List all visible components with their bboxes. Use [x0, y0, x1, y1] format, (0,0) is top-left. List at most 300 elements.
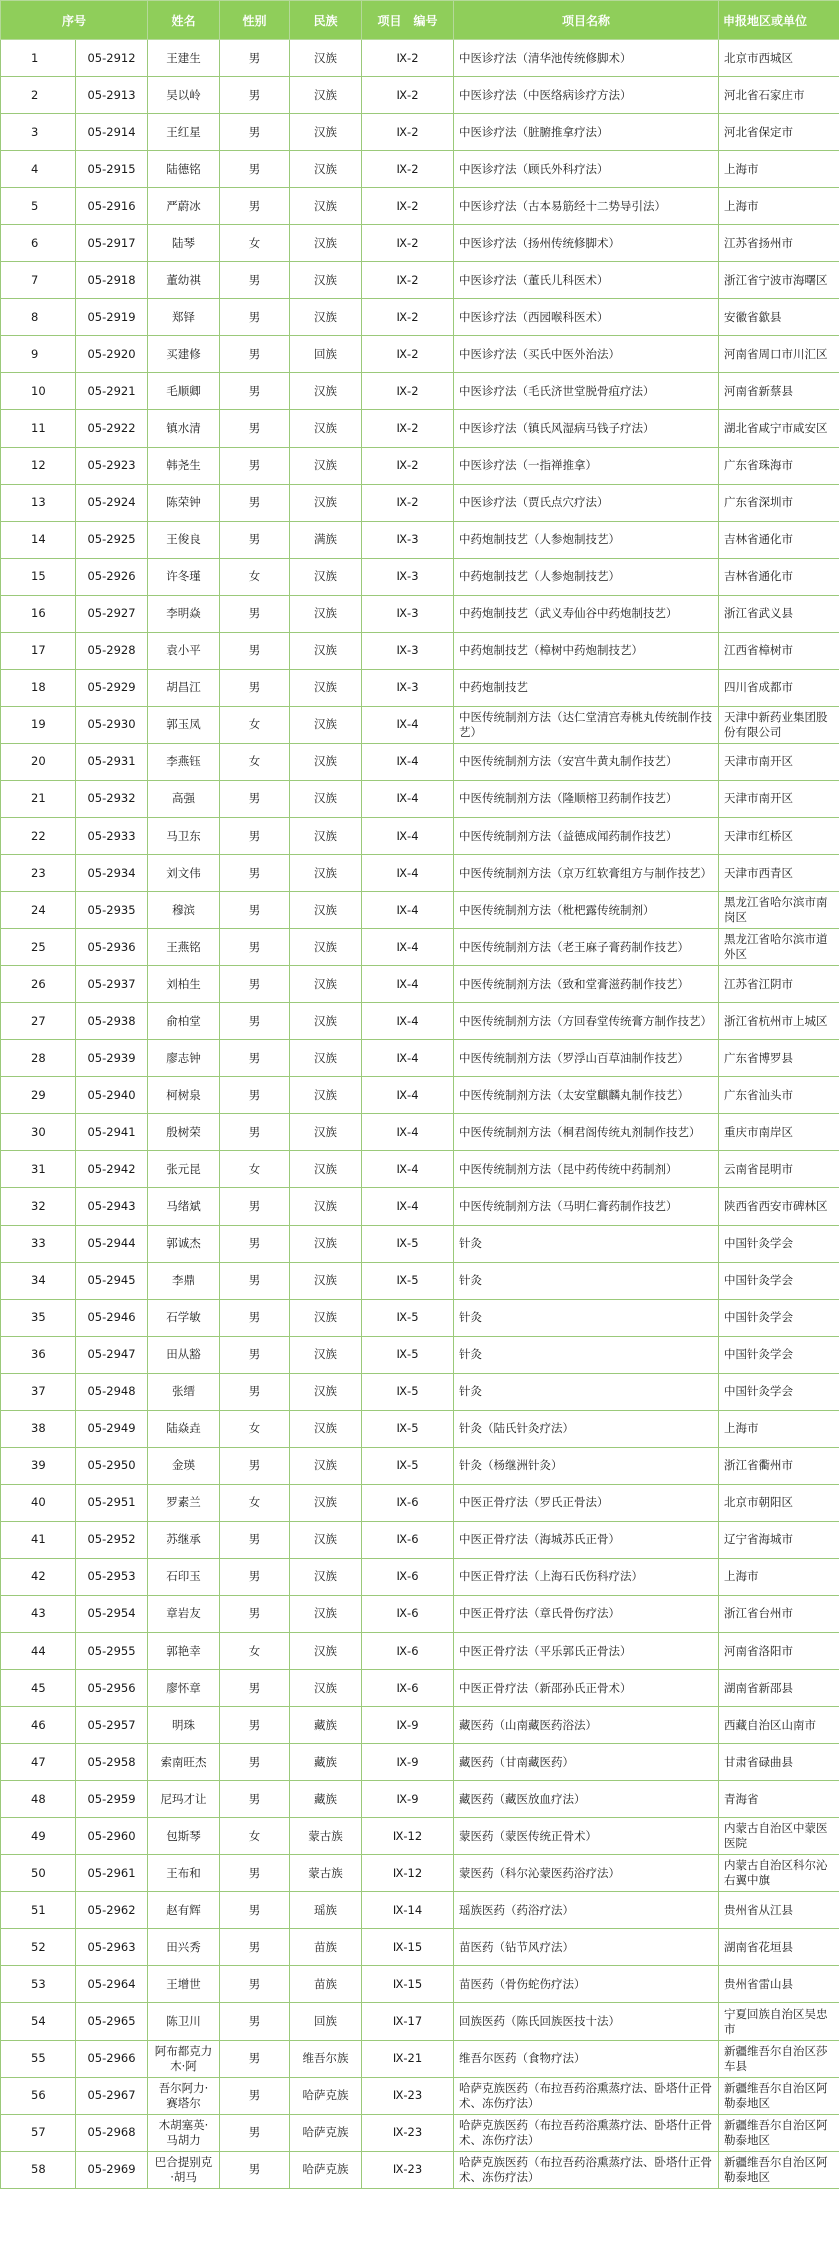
- cell-ethnicity: 蒙古族: [290, 1818, 362, 1855]
- cell-name: 阿布都克力木·阿: [148, 2040, 220, 2077]
- cell-number: 05-2933: [76, 817, 148, 854]
- cell-index: 3: [1, 114, 76, 151]
- cell-ethnicity: 汉族: [290, 447, 362, 484]
- cell-project-code: Ⅸ-5: [362, 1225, 454, 1262]
- cell-number: 05-2954: [76, 1595, 148, 1632]
- cell-project-name: 中医传统制剂方法（罗浮山百草油制作技艺）: [454, 1040, 719, 1077]
- cell-number: 05-2936: [76, 929, 148, 966]
- cell-ethnicity: 汉族: [290, 706, 362, 743]
- cell-region: 广东省博罗县: [719, 1040, 839, 1077]
- cell-index: 53: [1, 1966, 76, 2003]
- cell-project-name: 中医诊疗法（贾氏点穴疗法）: [454, 484, 719, 521]
- cell-gender: 男: [220, 114, 290, 151]
- cell-project-code: Ⅸ-2: [362, 262, 454, 299]
- cell-region: 黑龙江省哈尔滨市南岗区: [719, 892, 839, 929]
- cell-ethnicity: 汉族: [290, 1447, 362, 1484]
- cell-region: 中国针灸学会: [719, 1262, 839, 1299]
- cell-ethnicity: 汉族: [290, 151, 362, 188]
- cell-ethnicity: 汉族: [290, 929, 362, 966]
- table-row: [1, 114, 839, 151]
- table-row: [1, 188, 839, 225]
- cell-ethnicity: 汉族: [290, 1670, 362, 1707]
- cell-name: 张缙: [148, 1373, 220, 1410]
- cell-region: 湖南省花垣县: [719, 1929, 839, 1966]
- table-row: [1, 855, 839, 892]
- cell-gender: 男: [220, 1558, 290, 1595]
- cell-project-name: 中医诊疗法（古本易筋经十二势导引法）: [454, 188, 719, 225]
- cell-ethnicity: 汉族: [290, 632, 362, 669]
- cell-name: 郭玉凤: [148, 706, 220, 743]
- cell-number: 05-2944: [76, 1225, 148, 1262]
- cell-project-code: Ⅸ-2: [362, 484, 454, 521]
- cell-project-name: 针灸: [454, 1225, 719, 1262]
- cell-project-code: Ⅸ-6: [362, 1558, 454, 1595]
- cell-gender: 女: [220, 1484, 290, 1521]
- table-row: [1, 1929, 839, 1966]
- cell-project-code: Ⅸ-4: [362, 1188, 454, 1225]
- cell-number: 05-2912: [76, 40, 148, 77]
- cell-number: 05-2931: [76, 743, 148, 780]
- cell-ethnicity: 汉族: [290, 373, 362, 410]
- cell-name: 胡昌江: [148, 669, 220, 706]
- cell-name: 田从豁: [148, 1336, 220, 1373]
- cell-region: 河北省石家庄市: [719, 77, 839, 114]
- cell-project-name: 针灸（杨继洲针灸）: [454, 1447, 719, 1484]
- cell-number: 05-2934: [76, 855, 148, 892]
- cell-project-code: Ⅸ-6: [362, 1521, 454, 1558]
- cell-project-code: Ⅸ-3: [362, 595, 454, 632]
- cell-ethnicity: 哈萨克族: [290, 2114, 362, 2151]
- cell-ethnicity: 汉族: [290, 855, 362, 892]
- cell-project-code: Ⅸ-4: [362, 1151, 454, 1188]
- table-row: [1, 1151, 839, 1188]
- cell-number: 05-2958: [76, 1744, 148, 1781]
- cell-ethnicity: 汉族: [290, 225, 362, 262]
- cell-project-name: 中医传统制剂方法（枇杷露传统制剂）: [454, 892, 719, 929]
- cell-region: 云南省昆明市: [719, 1151, 839, 1188]
- cell-project-name: 藏医药（藏医放血疗法）: [454, 1781, 719, 1818]
- cell-name: 尼玛才让: [148, 1781, 220, 1818]
- cell-region: 吉林省通化市: [719, 558, 839, 595]
- cell-number: 05-2926: [76, 558, 148, 595]
- cell-index: 24: [1, 892, 76, 929]
- cell-ethnicity: 汉族: [290, 743, 362, 780]
- cell-number: 05-2917: [76, 225, 148, 262]
- cell-name: 高强: [148, 780, 220, 817]
- cell-gender: 男: [220, 1447, 290, 1484]
- cell-gender: 女: [220, 558, 290, 595]
- table-row: [1, 1744, 839, 1781]
- table-row: [1, 1077, 839, 1114]
- cell-number: 05-2918: [76, 262, 148, 299]
- cell-index: 30: [1, 1114, 76, 1151]
- cell-project-code: Ⅸ-2: [362, 151, 454, 188]
- table-row: [1, 262, 839, 299]
- cell-project-name: 中医诊疗法（脏腑推拿疗法）: [454, 114, 719, 151]
- cell-gender: 男: [220, 669, 290, 706]
- cell-index: 26: [1, 966, 76, 1003]
- cell-region: 河北省保定市: [719, 114, 839, 151]
- cell-gender: 男: [220, 1521, 290, 1558]
- cell-index: 17: [1, 632, 76, 669]
- cell-project-name: 蒙医药（蒙医传统正骨术）: [454, 1818, 719, 1855]
- cell-project-code: Ⅸ-2: [362, 188, 454, 225]
- cell-project-code: Ⅸ-2: [362, 225, 454, 262]
- cell-name: 郭诚杰: [148, 1225, 220, 1262]
- table-row: [1, 2114, 839, 2151]
- cell-region: 新疆维吾尔自治区阿勒泰地区: [719, 2077, 839, 2114]
- cell-number: 05-2929: [76, 669, 148, 706]
- cell-gender: 男: [220, 2114, 290, 2151]
- cell-number: 05-2962: [76, 1892, 148, 1929]
- cell-gender: 男: [220, 855, 290, 892]
- cell-project-name: 蒙医药（科尔沁蒙医药浴疗法）: [454, 1855, 719, 1892]
- cell-project-code: Ⅸ-2: [362, 373, 454, 410]
- cell-project-code: Ⅸ-3: [362, 669, 454, 706]
- cell-name: 刘柏生: [148, 966, 220, 1003]
- table-row: [1, 1558, 839, 1595]
- cell-name: 毛顺卿: [148, 373, 220, 410]
- cell-index: 39: [1, 1447, 76, 1484]
- cell-ethnicity: 汉族: [290, 1114, 362, 1151]
- cell-project-name: 中医诊疗法（顾氏外科疗法）: [454, 151, 719, 188]
- cell-region: 青海省: [719, 1781, 839, 1818]
- cell-index: 25: [1, 929, 76, 966]
- cell-ethnicity: 哈萨克族: [290, 2077, 362, 2114]
- cell-ethnicity: 汉族: [290, 299, 362, 336]
- cell-number: 05-2935: [76, 892, 148, 929]
- cell-region: 陕西省西安市碑林区: [719, 1188, 839, 1225]
- cell-index: 50: [1, 1855, 76, 1892]
- cell-gender: 男: [220, 1744, 290, 1781]
- cell-gender: 男: [220, 1299, 290, 1336]
- cell-region: 天津中新药业集团股份有限公司: [719, 706, 839, 743]
- cell-index: 58: [1, 2151, 76, 2188]
- cell-gender: 女: [220, 1633, 290, 1670]
- cell-project-code: Ⅸ-4: [362, 1114, 454, 1151]
- cell-name: 石学敏: [148, 1299, 220, 1336]
- table-row: [1, 817, 839, 854]
- cell-region: 上海市: [719, 151, 839, 188]
- table-row: [1, 410, 839, 447]
- cell-project-name: 针灸: [454, 1373, 719, 1410]
- cell-number: 05-2928: [76, 632, 148, 669]
- cell-name: 郭艳幸: [148, 1633, 220, 1670]
- cell-region: 浙江省武义县: [719, 595, 839, 632]
- header-ethnicity: 民族: [290, 1, 362, 40]
- table-row: [1, 2040, 839, 2077]
- cell-project-name: 中药炮制技艺（樟树中药炮制技艺）: [454, 632, 719, 669]
- cell-ethnicity: 蒙古族: [290, 1855, 362, 1892]
- cell-ethnicity: 汉族: [290, 1521, 362, 1558]
- cell-project-name: 针灸: [454, 1299, 719, 1336]
- cell-region: 北京市西城区: [719, 40, 839, 77]
- cell-index: 37: [1, 1373, 76, 1410]
- cell-name: 王红星: [148, 114, 220, 151]
- cell-project-name: 中医诊疗法（清华池传统修脚术）: [454, 40, 719, 77]
- cell-ethnicity: 瑶族: [290, 1892, 362, 1929]
- table-row: [1, 2003, 839, 2040]
- table-row: [1, 632, 839, 669]
- cell-index: 9: [1, 336, 76, 373]
- table-row: [1, 373, 839, 410]
- table-row: [1, 966, 839, 1003]
- cell-index: 28: [1, 1040, 76, 1077]
- cell-index: 35: [1, 1299, 76, 1336]
- cell-region: 上海市: [719, 1558, 839, 1595]
- table-row: [1, 1336, 839, 1373]
- cell-gender: 男: [220, 2040, 290, 2077]
- cell-project-code: Ⅸ-4: [362, 743, 454, 780]
- cell-project-name: 中药炮制技艺（武义寿仙谷中药炮制技艺）: [454, 595, 719, 632]
- cell-index: 46: [1, 1707, 76, 1744]
- cell-number: 05-2920: [76, 336, 148, 373]
- cell-index: 21: [1, 780, 76, 817]
- cell-gender: 女: [220, 1818, 290, 1855]
- cell-name: 金瑛: [148, 1447, 220, 1484]
- cell-ethnicity: 汉族: [290, 780, 362, 817]
- cell-index: 36: [1, 1336, 76, 1373]
- table-row: [1, 929, 839, 966]
- cell-gender: 男: [220, 1262, 290, 1299]
- cell-gender: 男: [220, 151, 290, 188]
- cell-name: 田兴秀: [148, 1929, 220, 1966]
- cell-region: 河南省洛阳市: [719, 1633, 839, 1670]
- cell-index: 10: [1, 373, 76, 410]
- cell-name: 李燕钰: [148, 743, 220, 780]
- table-row: [1, 1892, 839, 1929]
- cell-gender: 男: [220, 1670, 290, 1707]
- cell-region: 贵州省从江县: [719, 1892, 839, 1929]
- table-row: [1, 40, 839, 77]
- cell-region: 中国针灸学会: [719, 1299, 839, 1336]
- cell-name: 镇水清: [148, 410, 220, 447]
- cell-name: 吴以岭: [148, 77, 220, 114]
- cell-project-code: Ⅸ-6: [362, 1484, 454, 1521]
- cell-project-name: 中医传统制剂方法（安宫牛黄丸制作技艺）: [454, 743, 719, 780]
- cell-project-name: 中医正骨疗法（罗氏正骨法）: [454, 1484, 719, 1521]
- cell-gender: 男: [220, 966, 290, 1003]
- table-row: [1, 558, 839, 595]
- cell-ethnicity: 藏族: [290, 1707, 362, 1744]
- cell-project-code: Ⅸ-9: [362, 1781, 454, 1818]
- cell-region: 中国针灸学会: [719, 1225, 839, 1262]
- cell-ethnicity: 汉族: [290, 262, 362, 299]
- cell-project-code: Ⅸ-9: [362, 1707, 454, 1744]
- cell-ethnicity: 汉族: [290, 966, 362, 1003]
- table-row: [1, 447, 839, 484]
- cell-ethnicity: 汉族: [290, 669, 362, 706]
- cell-number: 05-2939: [76, 1040, 148, 1077]
- cell-ethnicity: 维吾尔族: [290, 2040, 362, 2077]
- cell-index: 14: [1, 521, 76, 558]
- cell-region: 新疆维吾尔自治区阿勒泰地区: [719, 2114, 839, 2151]
- cell-name: 刘文伟: [148, 855, 220, 892]
- cell-ethnicity: 汉族: [290, 410, 362, 447]
- table-row: [1, 1670, 839, 1707]
- cell-gender: 男: [220, 632, 290, 669]
- cell-project-name: 针灸: [454, 1336, 719, 1373]
- cell-region: 广东省珠海市: [719, 447, 839, 484]
- table-row: [1, 77, 839, 114]
- cell-region: 安徽省歙县: [719, 299, 839, 336]
- table-row: [1, 1040, 839, 1077]
- cell-project-code: Ⅸ-4: [362, 1003, 454, 1040]
- cell-gender: 男: [220, 595, 290, 632]
- cell-project-code: Ⅸ-12: [362, 1855, 454, 1892]
- cell-project-name: 中医传统制剂方法（昆中药传统中药制剂）: [454, 1151, 719, 1188]
- cell-index: 20: [1, 743, 76, 780]
- cell-index: 22: [1, 817, 76, 854]
- cell-index: 16: [1, 595, 76, 632]
- cell-project-code: Ⅸ-3: [362, 632, 454, 669]
- cell-number: 05-2956: [76, 1670, 148, 1707]
- cell-project-name: 维吾尔医药（食物疗法）: [454, 2040, 719, 2077]
- cell-project-code: Ⅸ-4: [362, 1040, 454, 1077]
- cell-gender: 男: [220, 2003, 290, 2040]
- cell-name: 石印玉: [148, 1558, 220, 1595]
- cell-project-code: Ⅸ-2: [362, 410, 454, 447]
- cell-ethnicity: 汉族: [290, 1151, 362, 1188]
- table-row: [1, 1003, 839, 1040]
- cell-index: 33: [1, 1225, 76, 1262]
- table-row: [1, 595, 839, 632]
- table-row: [1, 706, 839, 743]
- cell-project-name: 中药炮制技艺（人参炮制技艺）: [454, 558, 719, 595]
- cell-name: 李明焱: [148, 595, 220, 632]
- cell-name: 李鼎: [148, 1262, 220, 1299]
- cell-project-code: Ⅸ-21: [362, 2040, 454, 2077]
- cell-index: 27: [1, 1003, 76, 1040]
- cell-name: 严蔚冰: [148, 188, 220, 225]
- cell-index: 44: [1, 1633, 76, 1670]
- cell-project-name: 中医诊疗法（一指禅推拿）: [454, 447, 719, 484]
- cell-region: 天津市南开区: [719, 780, 839, 817]
- header-project-code: 项目 编号: [362, 1, 454, 40]
- cell-number: 05-2924: [76, 484, 148, 521]
- cell-project-name: 中医诊疗法（西园喉科医术）: [454, 299, 719, 336]
- cell-region: 甘肃省碌曲县: [719, 1744, 839, 1781]
- cell-gender: 男: [220, 1040, 290, 1077]
- cell-project-name: 中医正骨疗法（章氏骨伤疗法）: [454, 1595, 719, 1632]
- cell-project-code: Ⅸ-4: [362, 966, 454, 1003]
- cell-number: 05-2948: [76, 1373, 148, 1410]
- cell-name: 赵有辉: [148, 1892, 220, 1929]
- table-row: [1, 1299, 839, 1336]
- cell-region: 天津市红桥区: [719, 817, 839, 854]
- cell-gender: 女: [220, 225, 290, 262]
- cell-index: 56: [1, 2077, 76, 2114]
- table-row: [1, 1188, 839, 1225]
- cell-name: 巴合提别克·胡马: [148, 2151, 220, 2188]
- cell-gender: 男: [220, 892, 290, 929]
- cell-region: 天津市南开区: [719, 743, 839, 780]
- cell-gender: 男: [220, 484, 290, 521]
- cell-project-code: Ⅸ-2: [362, 114, 454, 151]
- cell-index: 42: [1, 1558, 76, 1595]
- cell-gender: 男: [220, 1595, 290, 1632]
- header-serial: 序号: [1, 1, 148, 40]
- cell-project-code: Ⅸ-5: [362, 1336, 454, 1373]
- cell-name: 陆琴: [148, 225, 220, 262]
- cell-index: 31: [1, 1151, 76, 1188]
- table-row: [1, 2077, 839, 2114]
- cell-number: 05-2938: [76, 1003, 148, 1040]
- cell-ethnicity: 汉族: [290, 1003, 362, 1040]
- cell-name: 索南旺杰: [148, 1744, 220, 1781]
- cell-ethnicity: 满族: [290, 521, 362, 558]
- cell-name: 包斯琴: [148, 1818, 220, 1855]
- cell-index: 32: [1, 1188, 76, 1225]
- cell-name: 袁小平: [148, 632, 220, 669]
- cell-number: 05-2943: [76, 1188, 148, 1225]
- cell-project-name: 哈萨克族医药（布拉吾药浴熏蒸疗法、卧塔什正骨术、冻伤疗法）: [454, 2114, 719, 2151]
- table-row: [1, 484, 839, 521]
- cell-project-code: Ⅸ-2: [362, 299, 454, 336]
- cell-number: 05-2947: [76, 1336, 148, 1373]
- cell-region: 宁夏回族自治区吴忠市: [719, 2003, 839, 2040]
- table-row: [1, 1373, 839, 1410]
- cell-gender: 男: [220, 1188, 290, 1225]
- cell-gender: 男: [220, 780, 290, 817]
- cell-number: 05-2966: [76, 2040, 148, 2077]
- cell-project-code: Ⅸ-4: [362, 780, 454, 817]
- cell-project-name: 中药炮制技艺: [454, 669, 719, 706]
- cell-gender: 男: [220, 1003, 290, 1040]
- cell-region: 中国针灸学会: [719, 1336, 839, 1373]
- cell-name: 王建生: [148, 40, 220, 77]
- table-row: [1, 1781, 839, 1818]
- cell-gender: 男: [220, 373, 290, 410]
- cell-name: 廖怀章: [148, 1670, 220, 1707]
- cell-project-code: Ⅸ-5: [362, 1373, 454, 1410]
- cell-gender: 男: [220, 447, 290, 484]
- cell-project-name: 中医诊疗法（买氏中医外治法）: [454, 336, 719, 373]
- cell-ethnicity: 汉族: [290, 1558, 362, 1595]
- cell-name: 明珠: [148, 1707, 220, 1744]
- cell-project-code: Ⅸ-17: [362, 2003, 454, 2040]
- table-body: [1, 40, 839, 2189]
- cell-region: 上海市: [719, 188, 839, 225]
- cell-gender: 男: [220, 1114, 290, 1151]
- cell-number: 05-2957: [76, 1707, 148, 1744]
- cell-number: 05-2951: [76, 1484, 148, 1521]
- cell-number: 05-2959: [76, 1781, 148, 1818]
- table-row: [1, 2151, 839, 2188]
- cell-gender: 男: [220, 1929, 290, 1966]
- cell-name: 许冬瑾: [148, 558, 220, 595]
- table-row: [1, 1855, 839, 1892]
- cell-gender: 男: [220, 1373, 290, 1410]
- cell-region: 浙江省衢州市: [719, 1447, 839, 1484]
- table-row: [1, 225, 839, 262]
- cell-project-code: Ⅸ-6: [362, 1670, 454, 1707]
- cell-ethnicity: 回族: [290, 336, 362, 373]
- cell-name: 郑铎: [148, 299, 220, 336]
- cell-name: 董幼祺: [148, 262, 220, 299]
- cell-gender: 男: [220, 188, 290, 225]
- cell-gender: 男: [220, 1225, 290, 1262]
- cell-gender: 男: [220, 817, 290, 854]
- cell-name: 吾尔阿力·赛塔尔: [148, 2077, 220, 2114]
- cell-gender: 男: [220, 1336, 290, 1373]
- cell-project-name: 中医传统制剂方法（马明仁膏药制作技艺）: [454, 1188, 719, 1225]
- cell-project-name: 藏医药（甘南藏医药）: [454, 1744, 719, 1781]
- cell-name: 韩尧生: [148, 447, 220, 484]
- cell-project-code: Ⅸ-3: [362, 521, 454, 558]
- cell-ethnicity: 汉族: [290, 1299, 362, 1336]
- cell-region: 天津市西青区: [719, 855, 839, 892]
